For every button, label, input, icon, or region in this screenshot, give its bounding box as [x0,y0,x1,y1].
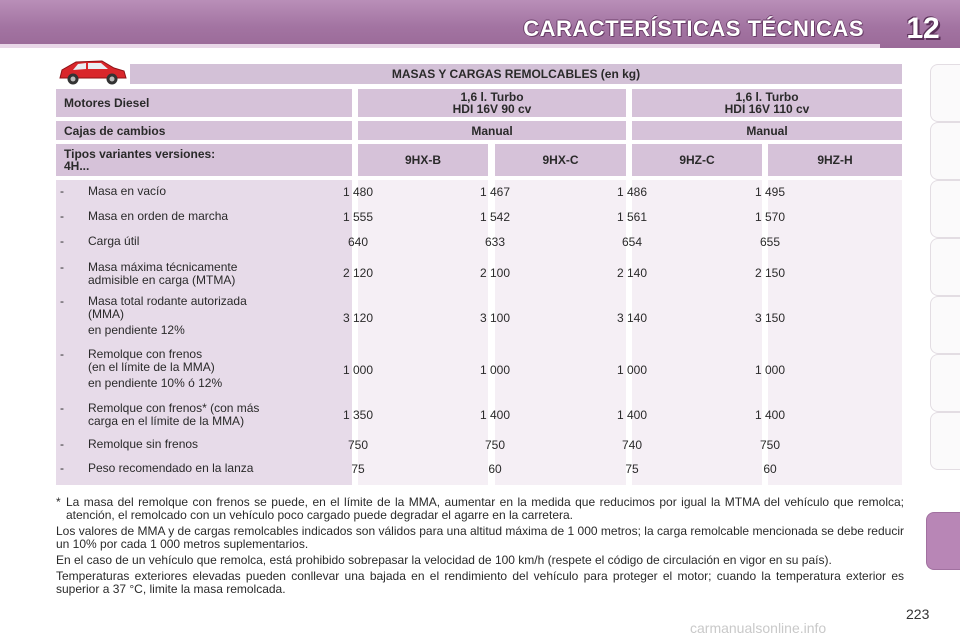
row-label-line: Masa en orden de marcha [88,209,229,223]
car-icon [56,56,128,88]
row-bullet: - [60,461,64,475]
table-cell: 1 480 [342,185,374,199]
table-cell: 2 100 [479,266,511,280]
variants-label [56,144,352,176]
gearbox-value: Manual [358,121,626,140]
table-cell: 2 150 [754,266,786,280]
row-bullet: - [60,184,64,198]
engine-line2: HDI 16V 90 cv [452,102,532,116]
footnote [56,496,904,522]
engine-header [358,89,626,117]
header-underline [0,44,880,48]
table-cell: 1 350 [342,408,374,422]
note-paragraph: En el caso de un vehículo que remolca, está prohibido sobrepasar la velocidad de 100 km/h (respete el código de circulación en vigor en su país). [56,553,832,567]
footnote-star: * [56,495,61,509]
table-cell: 633 [484,235,506,249]
chapter-tab[interactable] [930,354,960,412]
table-cell: 1 570 [754,210,786,224]
variant-header: 9HX-B [358,144,488,176]
row-label-line: Remolque con frenos [88,347,203,361]
row-bullet: - [60,401,64,415]
chapter-tab[interactable] [930,296,960,354]
table-cell: 1 542 [479,210,511,224]
variants-label-line2: 4H... [64,159,90,173]
table-cell: 2 140 [616,266,648,280]
table-cell: 1 555 [342,210,374,224]
table-cell: 3 140 [616,311,648,325]
variant-header: 9HX-C [495,144,626,176]
table-cell: 655 [759,235,781,249]
table-cell: 1 000 [616,363,648,377]
variant-header: 9HZ-H [768,144,902,176]
gearbox-value: Manual [632,121,902,140]
table-cell: 1 486 [616,185,648,199]
note-paragraph: Temperaturas exteriores elevadas pueden conllevar una bajada en el rendimiento del vehículo para proteger el motor; cuando la temperatura exterior es superior a 37 °C, limite la masa remolcada. [56,569,904,596]
row-label-line: Masa máxima técnicamente [88,260,238,274]
row-label-line: Peso recomendado en la lanza [88,461,254,475]
row-label-line: admisible en carga (MTMA) [88,273,236,287]
engine-line1: 1,6 l. Turbo [460,90,524,104]
chapter-tab[interactable] [930,412,960,470]
table-cell: 3 120 [342,311,374,325]
engine-line1: 1,6 l. Turbo [735,90,799,104]
table-cell: 1 467 [479,185,511,199]
chapter-tab-active[interactable] [926,512,960,570]
note-paragraph: Los valores de MMA y de cargas remolcables indicados son válidos para una altitud máxima de 1 000 metros; la carga remolcable mencionada se debe reducir un 10% por cada 1 000 metros suplementarios. [56,524,904,551]
table-cell: 654 [621,235,643,249]
row-label-line: carga en el límite de la MMA) [88,414,245,428]
row-label-line: en pendiente 12% [88,323,185,337]
table-cell: 1 400 [616,408,648,422]
row-label-line: Remolque sin frenos [88,437,199,451]
row-label-line: Masa total rodante autorizada [88,294,247,308]
table-cell: 60 [763,462,777,476]
table-cell: 750 [759,438,781,452]
watermark: carmanualsonline.info [690,620,827,636]
page-number: 223 [906,606,930,622]
gearbox-row [56,121,902,140]
chapter-tabs [926,64,960,584]
table-cell: 60 [488,462,502,476]
chapter-badge [900,8,946,48]
row-bullet: - [60,260,64,274]
table-cell: 750 [347,438,369,452]
chapter-tab[interactable] [930,180,960,238]
row-label-line: Carga útil [88,234,140,248]
chapter-tab[interactable] [930,64,960,122]
table-cell: 1 000 [479,363,511,377]
row-bullet: - [60,294,64,308]
table-cell: 640 [347,235,369,249]
footnote-text: La masa del remolque con frenos se puede, en el límite de la MMA, aumentar en la medida que reducimos por igual la MTMA del vehículo que remolca; atención, el remolcado con un vehículo poco cargado puede degradar el agarre en la carretera. [66,495,904,522]
engines-label: Motores Diesel [56,89,352,117]
table-cell: 2 120 [342,266,374,280]
engine-header [632,89,902,117]
chapter-number: 12 [906,12,940,45]
table-cell: 75 [351,462,365,476]
variants-row [56,144,902,176]
table-cell: 1 400 [754,408,786,422]
table-cell: 1 495 [754,185,786,199]
row-label-line: (MMA) [88,307,124,321]
engine-line2: HDI 16V 110 cv [724,102,810,116]
table-cell: 75 [625,462,639,476]
row-bullet: - [60,234,64,248]
engines-row [56,89,902,117]
chapter-tab[interactable] [930,238,960,296]
row-label-line: en pendiente 10% ó 12% [88,376,223,390]
table-cell: 3 150 [754,311,786,325]
variant-header: 9HZ-C [632,144,762,176]
row-label-line: Masa en vacío [88,184,167,198]
table-cell: 750 [484,438,506,452]
row-bullet: - [60,347,64,361]
page-title: CARACTERÍSTICAS TÉCNICAS [523,16,864,41]
table-cell: 740 [621,438,643,452]
table-cell: 1 000 [342,363,374,377]
row-label-line: (en el límite de la MMA) [88,360,215,374]
variants-label-line1: Tipos variantes versiones: [64,147,216,161]
gearbox-label: Cajas de cambios [56,121,352,140]
table-cell: 3 100 [479,311,511,325]
row-bullet: - [60,209,64,223]
notes [56,496,904,599]
row-bullet: - [60,437,64,451]
table-cell: 1 561 [616,210,648,224]
table-title: MASAS Y CARGAS REMOLCABLES (en kg) [130,64,902,84]
chapter-tab[interactable] [930,122,960,180]
table-cell: 1 400 [479,408,511,422]
row-label-line: Remolque con frenos* (con más [88,401,260,415]
table-cell: 1 000 [754,363,786,377]
